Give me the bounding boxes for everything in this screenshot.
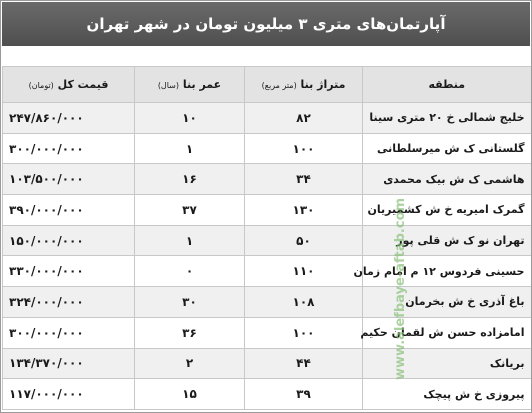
cell-price: ۱۳۴/۳۷۰/۰۰۰ xyxy=(3,348,135,379)
cell-meter: ۱۰۸ xyxy=(245,287,363,318)
cell-age: ۲ xyxy=(135,348,245,379)
table-row xyxy=(3,348,531,379)
cell-area: حسینی فردوس ۱۲ م امام زمان xyxy=(363,256,531,287)
cell-meter: ۸۲ xyxy=(245,103,363,134)
header-age-unit: (سال) xyxy=(157,81,180,90)
cell-area: بریانک xyxy=(363,348,531,379)
cell-price: ۳۲۴/۰۰۰/۰۰۰ xyxy=(3,287,135,318)
price-table xyxy=(2,66,531,410)
cell-area: خلیج شمالی خ ۲۰ متری سینا xyxy=(363,103,531,134)
cell-area: هاشمی ک ش بیک محمدی xyxy=(363,164,531,195)
cell-age: ۱۵ xyxy=(135,379,245,410)
header-price-unit: (تومان) xyxy=(28,81,54,90)
watermark: www.alefbaye-aftab.com xyxy=(393,197,408,380)
cell-price: ۱۰۳/۵۰۰/۰۰۰ xyxy=(3,164,135,195)
table-title: آپارتمان‌های متری ۳ میلیون تومان در شهر تهران xyxy=(2,2,530,46)
table-row xyxy=(3,225,531,256)
cell-meter: ۳۹ xyxy=(245,379,363,410)
cell-age: ۳۷ xyxy=(135,195,245,226)
cell-age: ۱۶ xyxy=(135,164,245,195)
table-row xyxy=(3,287,531,318)
cell-meter: ۱۰۰ xyxy=(245,133,363,164)
table-header-row xyxy=(3,67,531,103)
cell-area: امامزاده حسن ش لقمان حکیم xyxy=(363,317,531,348)
cell-age: ۳۰ xyxy=(135,287,245,318)
cell-meter: ۱۳۰ xyxy=(245,195,363,226)
cell-meter: ۴۴ xyxy=(245,348,363,379)
cell-age: ۱ xyxy=(135,133,245,164)
header-area: منطقه xyxy=(363,67,531,103)
cell-meter: ۱۱۰ xyxy=(245,256,363,287)
table-row xyxy=(3,317,531,348)
cell-area: تهران نو ک ش قلی پور xyxy=(363,225,531,256)
cell-age: ۱۰ xyxy=(135,103,245,134)
cell-price: ۳۹۰/۰۰۰/۰۰۰ xyxy=(3,195,135,226)
cell-price: ۳۳۰/۰۰۰/۰۰۰ xyxy=(3,256,135,287)
cell-price: ۱۱۷/۰۰۰/۰۰۰ xyxy=(3,379,135,410)
cell-area: گلستانی ک ش میرسلطانی xyxy=(363,133,531,164)
cell-age: ۰ xyxy=(135,256,245,287)
cell-price: ۲۴۷/۸۶۰/۰۰۰ xyxy=(3,103,135,134)
header-meter: متراژ بنا (متر مربع) xyxy=(245,67,363,103)
cell-price: ۳۰۰/۰۰۰/۰۰۰ xyxy=(3,317,135,348)
cell-meter: ۱۰۰ xyxy=(245,317,363,348)
cell-meter: ۵۰ xyxy=(245,225,363,256)
cell-area: پیروزی خ ش پیچک xyxy=(363,379,531,410)
header-meter-unit: (متر مربع) xyxy=(261,81,297,90)
table-row xyxy=(3,379,531,410)
cell-price: ۳۰۰/۰۰۰/۰۰۰ xyxy=(3,133,135,164)
table-row xyxy=(3,256,531,287)
cell-age: ۳۶ xyxy=(135,317,245,348)
table-row xyxy=(3,195,531,226)
cell-area: باغ آذری خ ش بخرمان xyxy=(363,287,531,318)
cell-age: ۱ xyxy=(135,225,245,256)
cell-area: گمرک امیریه خ ش کشمیریان xyxy=(363,195,531,226)
table-row xyxy=(3,133,531,164)
header-price: قیمت کل (تومان) xyxy=(3,67,135,103)
cell-price: ۱۵۰/۰۰۰/۰۰۰ xyxy=(3,225,135,256)
table-row xyxy=(3,103,531,134)
header-age: عمر بنا (سال) xyxy=(135,67,245,103)
cell-meter: ۳۴ xyxy=(245,164,363,195)
table-row xyxy=(3,164,531,195)
